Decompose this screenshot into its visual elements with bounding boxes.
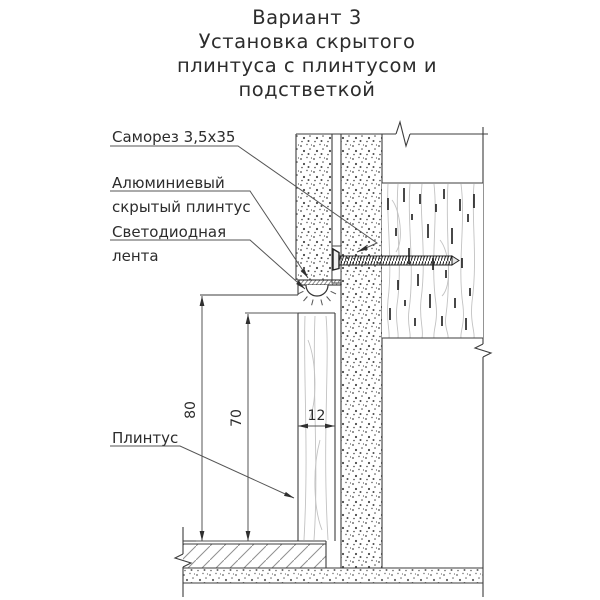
label-profile-line1: Алюминиевый (112, 174, 225, 192)
label-plinth-text: Плинтус (112, 429, 179, 447)
title-line-3: плинтуса с плинтусом и (176, 54, 438, 77)
screw-head (333, 249, 339, 270)
title-line-1: Вариант 3 (252, 6, 362, 29)
dimension-80 (183, 296, 270, 541)
dim-total-height: 80 (183, 401, 199, 419)
label-led-line2: лента (112, 247, 159, 265)
wall-finishing-layer (296, 134, 332, 280)
label-profile-line2: скрытый плинтус (112, 198, 251, 216)
label-led (110, 223, 305, 289)
floor-slab (183, 568, 483, 583)
dim-plinth-thickness: 12 (307, 408, 326, 424)
main-wall (341, 134, 382, 568)
title-line-4: подстветкой (238, 78, 376, 101)
dimension-70 (229, 313, 298, 541)
floor-structure (183, 541, 483, 583)
label-screw-text: Саморез 3,5х35 (112, 128, 236, 146)
floor-screed-hatch (183, 544, 326, 568)
title-block (177, 6, 437, 101)
dim-plinth-height: 70 (229, 409, 245, 427)
title-line-2: Установка скрытого (198, 30, 416, 53)
label-led-line1: Светодиодная (112, 223, 227, 241)
